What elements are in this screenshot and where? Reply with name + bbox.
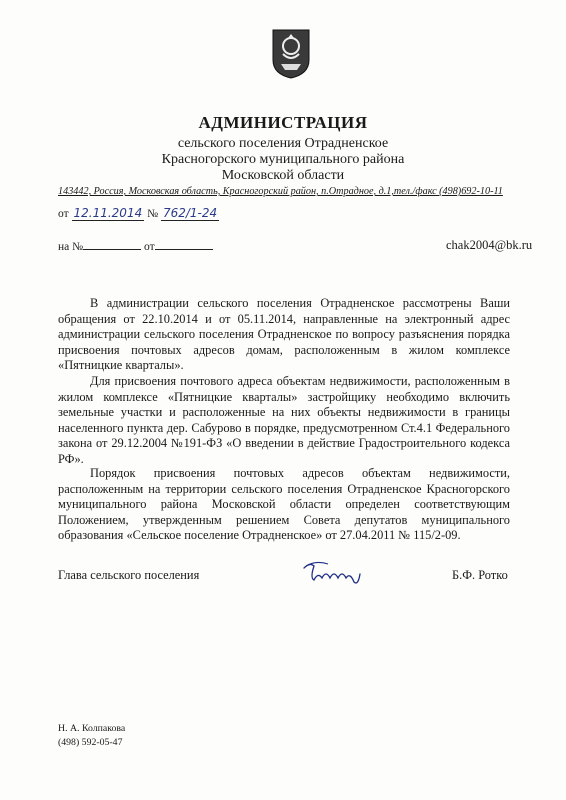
outgoing-reference xyxy=(58,206,219,220)
incoming-date-blank xyxy=(155,239,213,250)
organization-subtitle-line-2: Красногорского муниципального района xyxy=(161,152,405,167)
body-paragraph-1: В администрации сельского поселения Отрадненское рассмотрены Ваши обращения от 22.10.2014 и от 05.11.2014, направленные на электронный адрес администрации сельского поселения Отрадненское по вопросу разъяснения порядка присвоения почтовых адресов домам, расположенным в жилом комплексе «Пятницкие кварталы». xyxy=(58,296,510,372)
incoming-number-blank xyxy=(83,239,141,250)
organization-subtitle-line-3: Московской области xyxy=(221,168,345,183)
outgoing-date: 12.11.2014 xyxy=(73,206,143,220)
organization-subtitle-line-1: сельского поселения Отрадненское xyxy=(177,136,389,151)
from-prefix: от xyxy=(58,208,69,220)
executor-phone: (498) 592-05-47 xyxy=(58,737,123,748)
coat-of-arms-icon xyxy=(271,26,311,80)
signatory-name: Б.Ф. Ротко xyxy=(452,568,508,582)
organization-address: 143442, Россия, Московская область, Красногорский район, п.Отрадное, д.1,тел./факс (498)692-10-11 xyxy=(58,186,503,197)
to-from-label: от xyxy=(143,241,155,253)
body-paragraph-3: Порядок присвоения почтовых адресов объектам недвижимости, расположенным на территории сельского поселения Отрадненское Красногорского муниципального района Московской области определен соответствующим Положением, утвержденным решением Совета депутатов муниципального образования «Сельское поселение Отрадненское» от 27.04.2011 № 115/2-09. xyxy=(58,466,510,542)
number-sign: № xyxy=(147,208,159,220)
handwritten-signature xyxy=(300,558,364,588)
executor-name: Н. А. Колпакова xyxy=(58,723,126,734)
to-prefix: на № xyxy=(58,241,84,253)
body-paragraph-2: Для присвоения почтового адреса объектам недвижимости, расположенным в жилом комплексе «Пятницкие кварталы» застройщику необходимо включить земельные участки и расположенные на них объекты недвижимости в границы населенного пункта дер. Сабурово в порядке, предусмотренном Ст.4.1 Федерального закона от 29.12.2004 №191-ФЗ «О введении в действие Градостроительного кодекса РФ». xyxy=(58,374,510,466)
incoming-reference xyxy=(58,239,213,253)
outgoing-number: 762/1-24 xyxy=(162,206,218,220)
recipient-email: chak2004@bk.ru xyxy=(446,238,533,252)
organization-title: АДМИНИСТРАЦИЯ xyxy=(198,113,368,132)
signatory-role: Глава сельского поселения xyxy=(58,568,200,582)
